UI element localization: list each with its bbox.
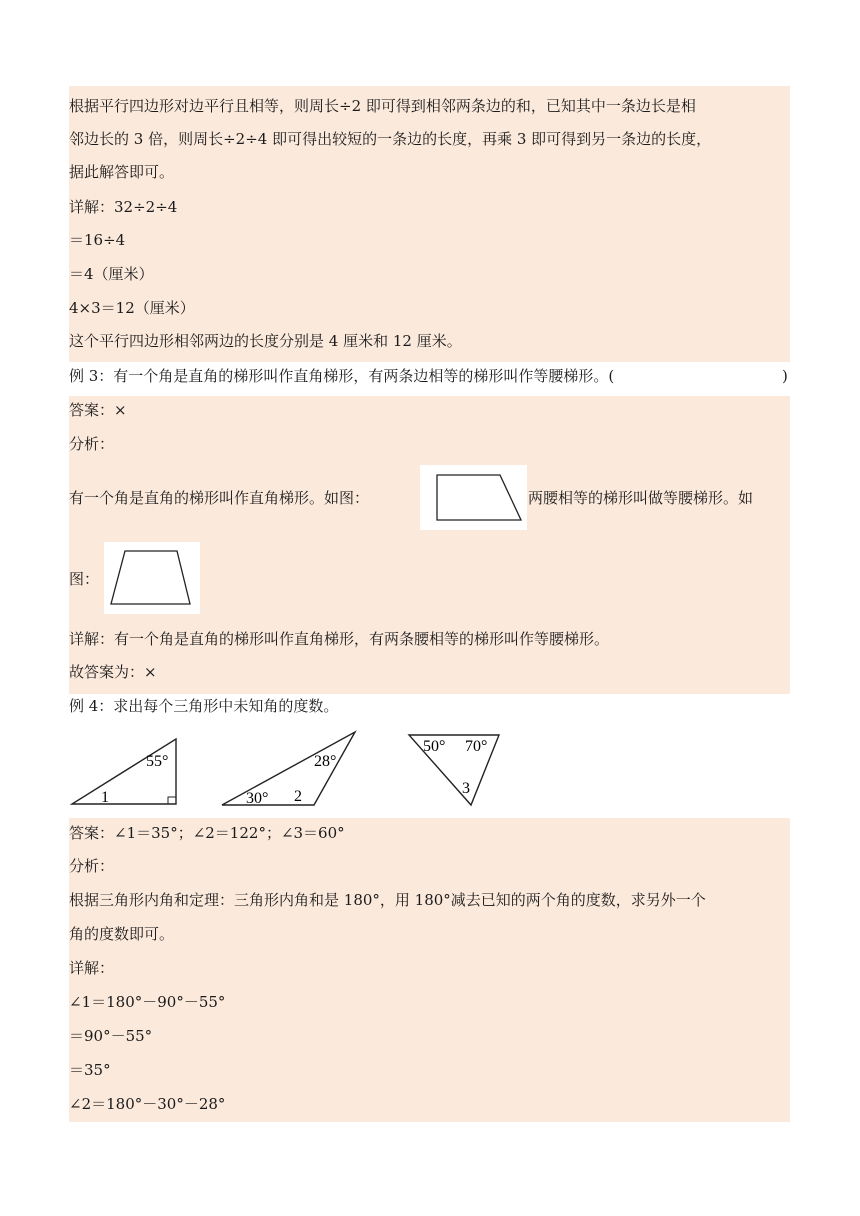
answer-line: 答案：∠1＝35°；∠2＝122°；∠3＝60° [69, 824, 345, 842]
analysis-line: 邻边长的 3 倍，则周长÷2÷4 即可得出较短的一条边的长度，再乘 3 即可得到另一条边的长度， [69, 130, 712, 148]
detail-line: 详解：有一个角是直角的梯形叫作直角梯形，有两条腰相等的梯形叫作等腰梯形。 [69, 630, 610, 648]
answer-blank-close: ) [782, 367, 788, 385]
angle-label-known: 28° [314, 753, 337, 770]
detail-line: 4×3＝12（厘米） [69, 299, 195, 317]
detail-line: 详解：32÷2÷4 [69, 198, 178, 216]
detail-line: ＝16÷4 [69, 231, 126, 249]
analysis-line: 根据平行四边形对边平行且相等，则周长÷2 即可得到相邻两条边的和，已知其中一条边长是相 [69, 97, 696, 115]
analysis-text-cont [528, 488, 790, 508]
detail-line: ＝4（厘米） [69, 265, 154, 283]
calc-line: ＝90°－55° [69, 1027, 153, 1045]
analysis-label: 分析： [69, 435, 115, 453]
analysis-line: 据此解答即可。 [69, 163, 175, 181]
analysis-part: 两腰相等的梯形叫做等腰梯形。如 [528, 489, 754, 507]
example4-question: 例 4：求出每个三角形中未知角的度数。 [69, 697, 339, 715]
angle-label-unknown: 1 [101, 789, 109, 806]
right-trapezoid-icon [420, 465, 527, 530]
example3-question [69, 366, 790, 386]
conclusion-line: 故答案为：× [69, 663, 157, 681]
solution-block-1 [69, 86, 790, 362]
triangle-2-figure [218, 728, 360, 808]
isosceles-trapezoid-figure [104, 542, 200, 614]
triangle-3-figure [405, 730, 503, 808]
analysis-label: 分析： [69, 857, 115, 875]
angle-label-known: 55° [146, 753, 169, 770]
isosceles-trapezoid-icon [104, 542, 200, 614]
analysis-line: 根据三角形内角和定理：三角形内角和是 180°，用 180°减去已知的两个角的度数，求另外一个 [69, 891, 706, 909]
calc-line: ∠2＝180°－30°－28° [69, 1095, 226, 1113]
analysis-line: 角的度数即可。 [69, 925, 175, 943]
angle-label-known: 30° [246, 790, 269, 807]
answer-line: 答案：× [69, 401, 127, 419]
analysis-part: 有一个角是直角的梯形叫作直角梯形。如图： [69, 489, 370, 507]
angle-label-known: 50° [423, 738, 446, 755]
detail-label: 详解： [69, 959, 115, 977]
analysis-part: 图： [69, 570, 100, 588]
calc-line: ∠1＝180°－90°－55° [69, 993, 226, 1011]
question-text: 例 3：有一个角是直角的梯形叫作直角梯形，有两条边相等的梯形叫作等腰梯形。( [69, 367, 615, 385]
angle-label-unknown: 3 [462, 780, 470, 797]
calc-line: ＝35° [69, 1061, 111, 1079]
triangle-1-figure [68, 735, 180, 807]
right-trapezoid-figure [420, 465, 527, 530]
angle-label-known: 70° [465, 738, 488, 755]
angle-label-unknown: 2 [294, 788, 302, 805]
detail-line: 这个平行四边形相邻两边的长度分别是 4 厘米和 12 厘米。 [69, 332, 462, 350]
